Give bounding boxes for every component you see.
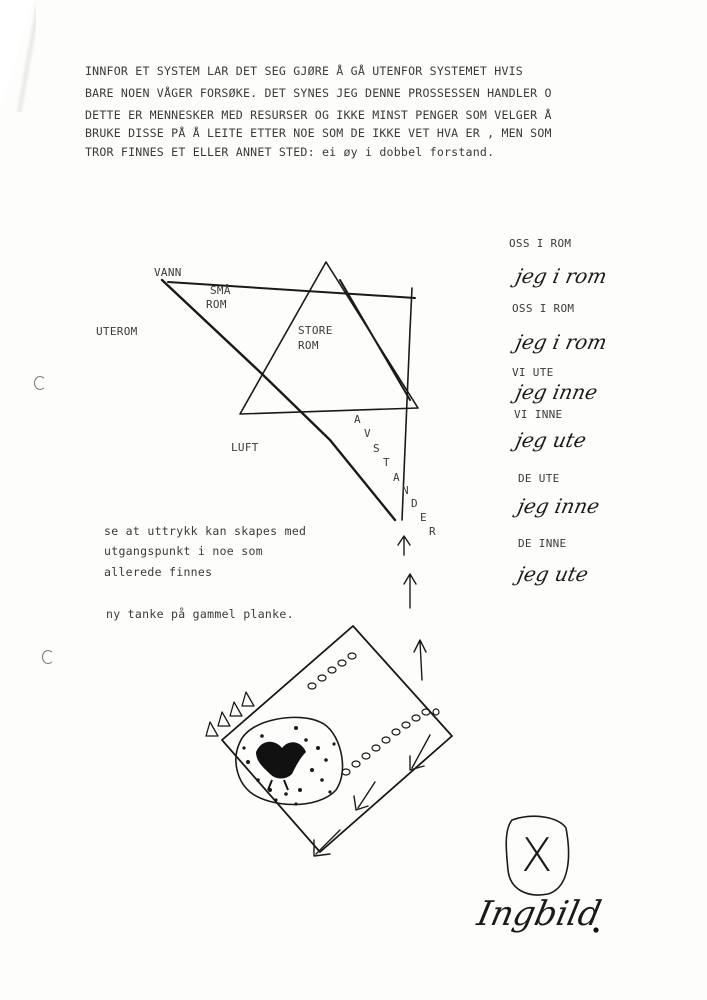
arrow-up-1 — [398, 536, 410, 555]
arrow-up-3 — [414, 640, 426, 680]
avstander-letter-t: T — [383, 456, 390, 469]
label-luft: LUFT — [231, 441, 259, 454]
right-typed-3: VI UTE — [512, 366, 554, 379]
arrow-down-left-3 — [314, 830, 340, 856]
right-hand-6: jeg ute — [515, 562, 591, 586]
avstander-letter-n: N — [402, 484, 409, 497]
note-line-1: se at uttrykk kan skapes med — [104, 524, 307, 538]
label-uterom: UTEROM — [96, 325, 138, 338]
right-hand-4: jeg ute — [513, 428, 589, 452]
right-typed-1: OSS I ROM — [509, 237, 572, 250]
diagonal-stroke-2 — [340, 280, 410, 400]
right-typed-6: DE INNE — [518, 537, 567, 550]
label-sma: SMÅ — [210, 284, 231, 297]
avstander-letter-a1: A — [354, 413, 361, 426]
avstander-letter-e: E — [420, 511, 427, 524]
triangle-shape — [240, 262, 418, 414]
note-line-2: utgangspunkt i noe som — [104, 544, 263, 558]
right-typed-5: DE UTE — [518, 472, 560, 485]
avstander-letter-s: S — [373, 442, 380, 455]
arrow-up-2 — [404, 574, 416, 608]
avstander-letter-a2: A — [393, 471, 400, 484]
right-hand-2: jeg i rom — [513, 330, 610, 354]
triangle-row — [206, 692, 254, 736]
right-typed-4: VI INNE — [514, 408, 563, 421]
right-hand-5: jeg inne — [515, 494, 602, 518]
label-store-rom: ROM — [298, 339, 319, 352]
paragraph-line-1: INNFOR ET SYSTEM LAR DET SEG GJØRE Å GÅ UTENFOR SYSTEMET HVIS — [85, 64, 523, 78]
signature-mark: X — [521, 828, 553, 882]
bird-emblem — [256, 742, 306, 779]
paragraph-line-5: TROR FINNES ET ELLER ANNET STED: ei øy i dobbel forstand. — [85, 145, 495, 159]
top-line — [168, 282, 415, 298]
signature-name: Ingbild — [473, 894, 605, 934]
right-hand-1: jeg i rom — [513, 264, 610, 288]
note-line-4: ny tanke på gammel planke. — [106, 607, 294, 621]
avstander-letter-d: D — [411, 497, 418, 510]
label-vann: VANN — [154, 266, 182, 279]
paragraph-line-2: BARE NOEN VÅGER FORSØKE. DET SYNES JEG DENNE PROSSESSEN HANDLER O — [85, 86, 552, 100]
avstander-letter-r: R — [429, 525, 436, 538]
paragraph-line-3: DETTE ER MENNESKER MED RESURSER OG IKKE MINST PENGER SOM VELGER Å — [85, 108, 552, 122]
right-typed-2: OSS I ROM — [512, 302, 575, 315]
note-line-3: allerede finnes — [104, 565, 213, 579]
avstander-letter-v: V — [364, 427, 371, 440]
circle-row-lower — [342, 709, 439, 775]
paragraph-line-4: BRUKE DISSE PÅ Å LEITE ETTER NOE SOM DE IKKE VET HVA ER , MEN SOM — [85, 126, 552, 140]
right-hand-3: jeg inne — [513, 380, 600, 404]
label-sma-rom: ROM — [206, 298, 227, 311]
label-store: STORE — [298, 324, 333, 337]
